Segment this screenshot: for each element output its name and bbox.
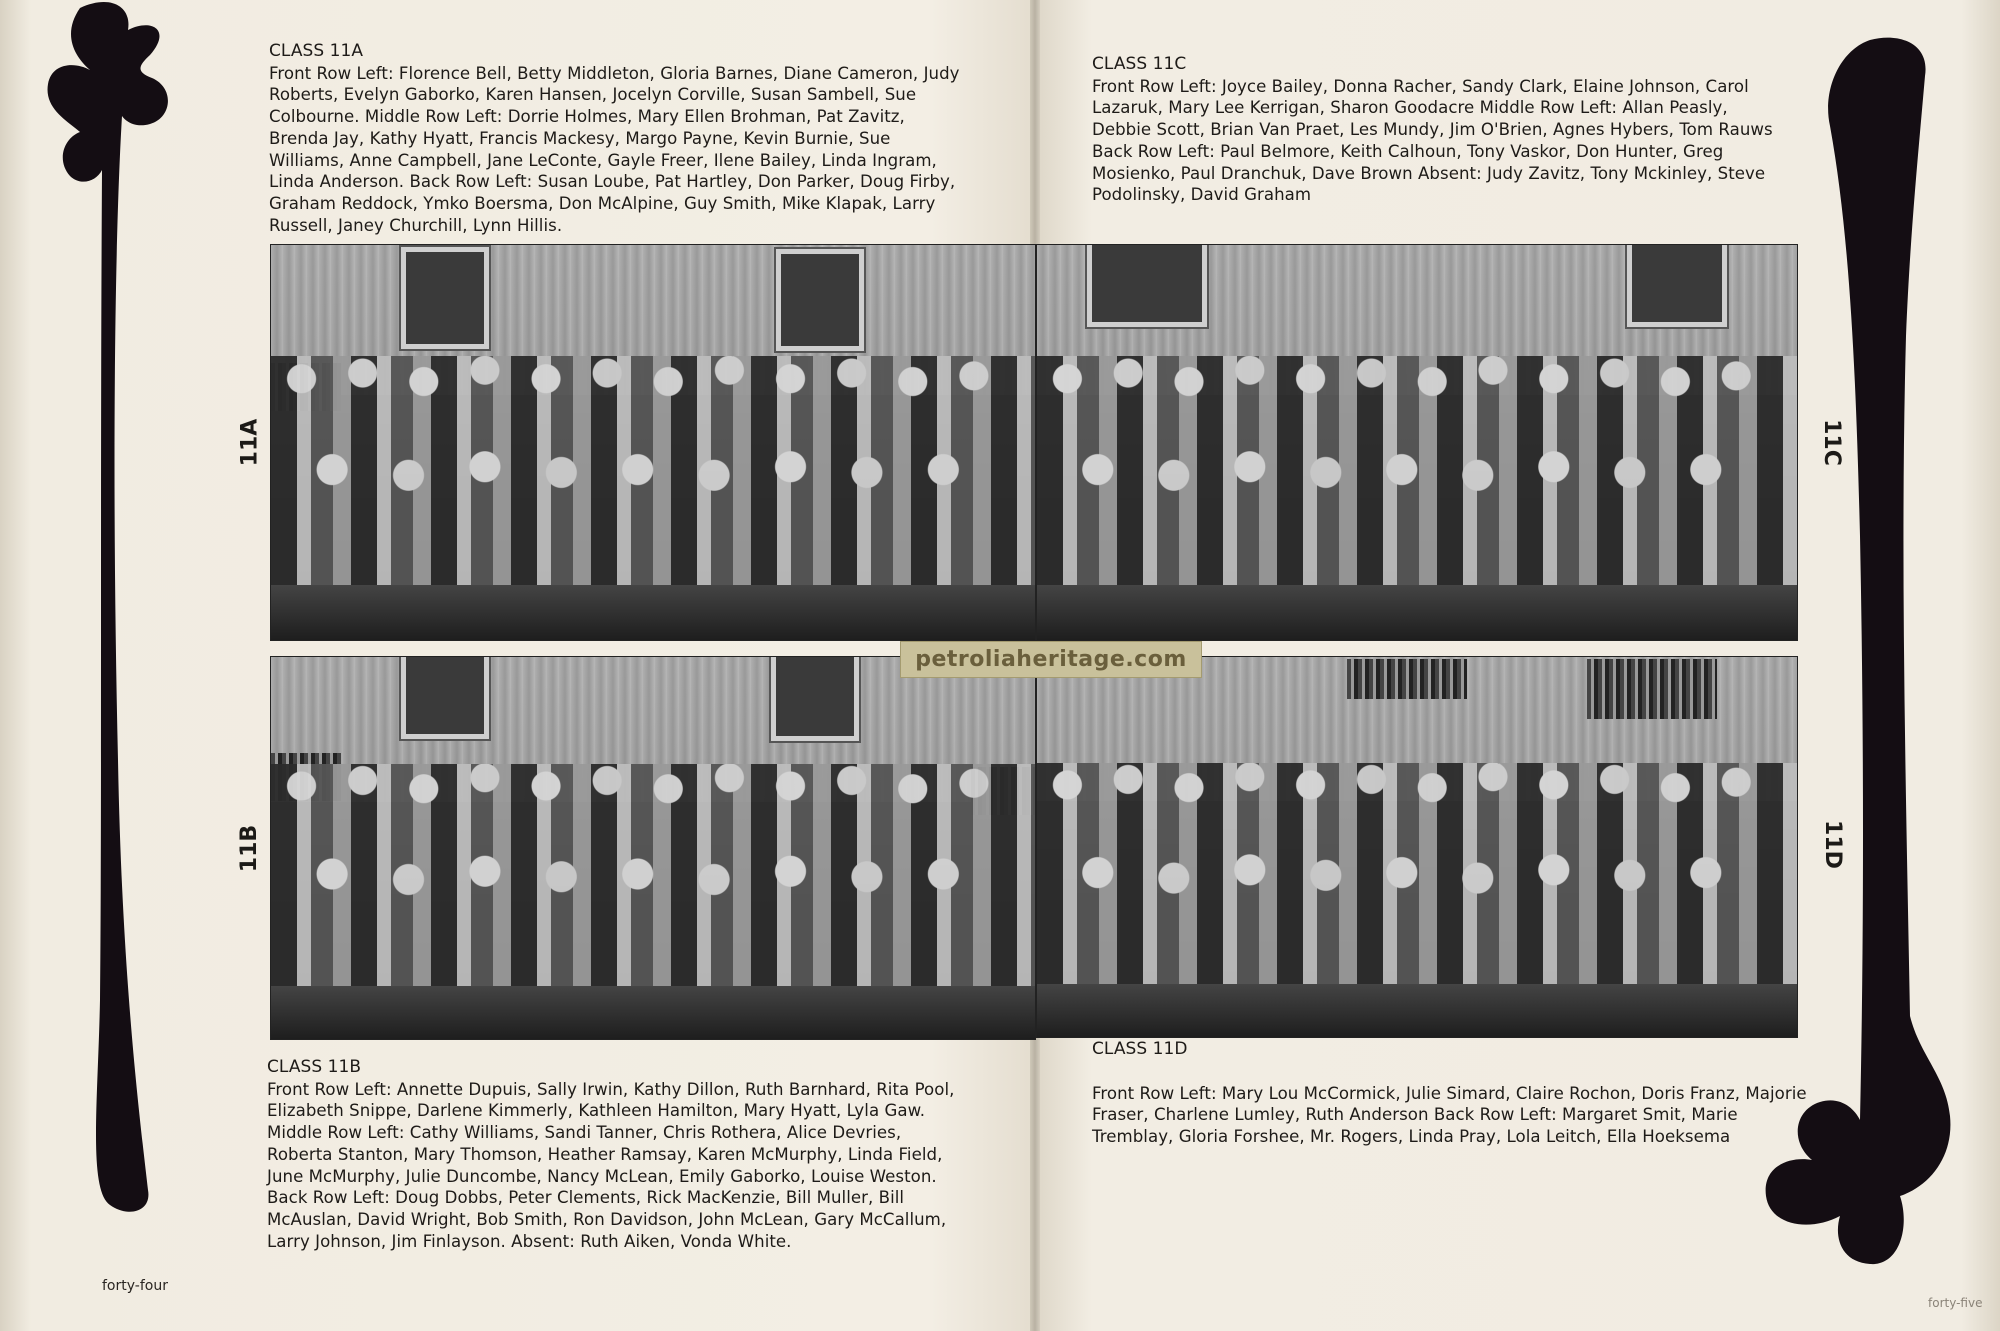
page-number-right: forty-five (1928, 1296, 1983, 1310)
class-11a-caption (269, 41, 969, 236)
class-11b-side-label: 11B (237, 824, 263, 873)
wall-portrait (771, 656, 859, 741)
wall-portrait (401, 247, 489, 349)
class-11d-photo (1036, 656, 1798, 1038)
watermark: petroliaheritage.com (900, 641, 1202, 678)
class-11a-photo (270, 244, 1036, 641)
class-11a-title: CLASS 11A (269, 41, 364, 61)
wall-portrait (401, 656, 489, 739)
wall-portrait (776, 249, 864, 351)
class-11c-names: Front Row Left: Joyce Bailey, Donna Racher, Sandy Clark, Elaine Johnson, Carol Lazaruk, Mary Lee Kerrigan, Sharon Goodacre Middle Row Left: Allan Peasly, Debbie Scott, Brian Van Praet, Les Mundy, Jim O'Brien, Agnes Hybers, Tom Rauws Back Row Left: Paul Belmore, Keith Calhoun, Tony Vaskor, Don Hunter, Greg Mosienko, Paul Dranchuk, Dave Brown Absent: Judy Zavitz, Tony Mckinley, Steve Podolinsky, David Graham (1092, 76, 1773, 205)
class-11c-side-label: 11C (1818, 419, 1844, 466)
page-number-left: forty-four (102, 1278, 168, 1294)
class-11d-side-label: 11D (1819, 820, 1845, 869)
class-11b-names: Front Row Left: Annette Dupuis, Sally Irwin, Kathy Dillon, Ruth Barnhard, Rita Pool, Elizabeth Snippe, Darlene Kimmerly, Kathleen Hamilton, Mary Hyatt, Lyla Gaw. Middle Row Left: Cathy Williams, Sandi Tanner, Chris Rothera, Alice Devries, Roberta Stanton, Mary Thomson, Heather Ramsay, Karen McMurphy, Linda Field, June McMurphy, Julie Duncombe, Nancy McLean, Emily Gaborko, Louise Weston. Back Row Left: Doug Dobbs, Peter Clements, Rick MacKenzie, Bill Muller, Bill McAuslan, David Wright, Bob Smith, Ron Davidson, John McLean, Gary McCallum, Larry Johnson, Jim Finlayson. Absent: Ruth Aiken, Vonda White. (267, 1079, 955, 1251)
class-11c-caption (1092, 54, 1792, 206)
class-11d-title: CLASS 11D (1092, 1039, 1188, 1059)
wall-portrait (1627, 244, 1727, 327)
class-11a-names: Front Row Left: Florence Bell, Betty Middleton, Gloria Barnes, Diane Cameron, Judy Roberts, Evelyn Gaborko, Karen Hansen, Jocelyn Corville, Susan Sambell, Sue Colbourne. Middle Row Left: Dorrie Holmes, Mary Ellen Brohman, Pat Zavitz, Brenda Jay, Kathy Hyatt, Francis Mackesy, Margo Payne, Kevin Burnie, Sue Williams, Anne Campbell, Jane LeConte, Gayle Freer, Ilene Bailey, Linda Ingram, Linda Anderson. Back Row Left: Susan Loube, Pat Hartley, Don Parker, Doug Firby, Graham Reddock, Ymko Boersma, Don McAlpine, Guy Smith, Mike Klapak, Larry Russell, Janey Churchill, Lynn Hillis. (269, 63, 960, 235)
class-11b-title: CLASS 11B (267, 1057, 362, 1077)
wall-portrait (1087, 244, 1207, 327)
left-tree-decoration (40, 0, 190, 1220)
class-11d-names: Front Row Left: Mary Lou McCormick, Julie Simard, Claire Rochon, Doris Franz, Majorie Fraser, Charlene Lumley, Ruth Anderson Back Row Left: Margaret Smit, Marie Tremblay, Gloria Forshee, Mr. Rogers, Linda Pray, Lola Leitch, Ella Hoeksema (1092, 1083, 1807, 1147)
class-11c-title: CLASS 11C (1092, 54, 1187, 74)
class-11c-photo (1036, 244, 1798, 641)
class-11b-caption (267, 1057, 967, 1252)
class-11b-photo (270, 656, 1036, 1040)
class-11a-side-label: 11A (237, 418, 263, 467)
class-11d-caption (1092, 1039, 1812, 1148)
